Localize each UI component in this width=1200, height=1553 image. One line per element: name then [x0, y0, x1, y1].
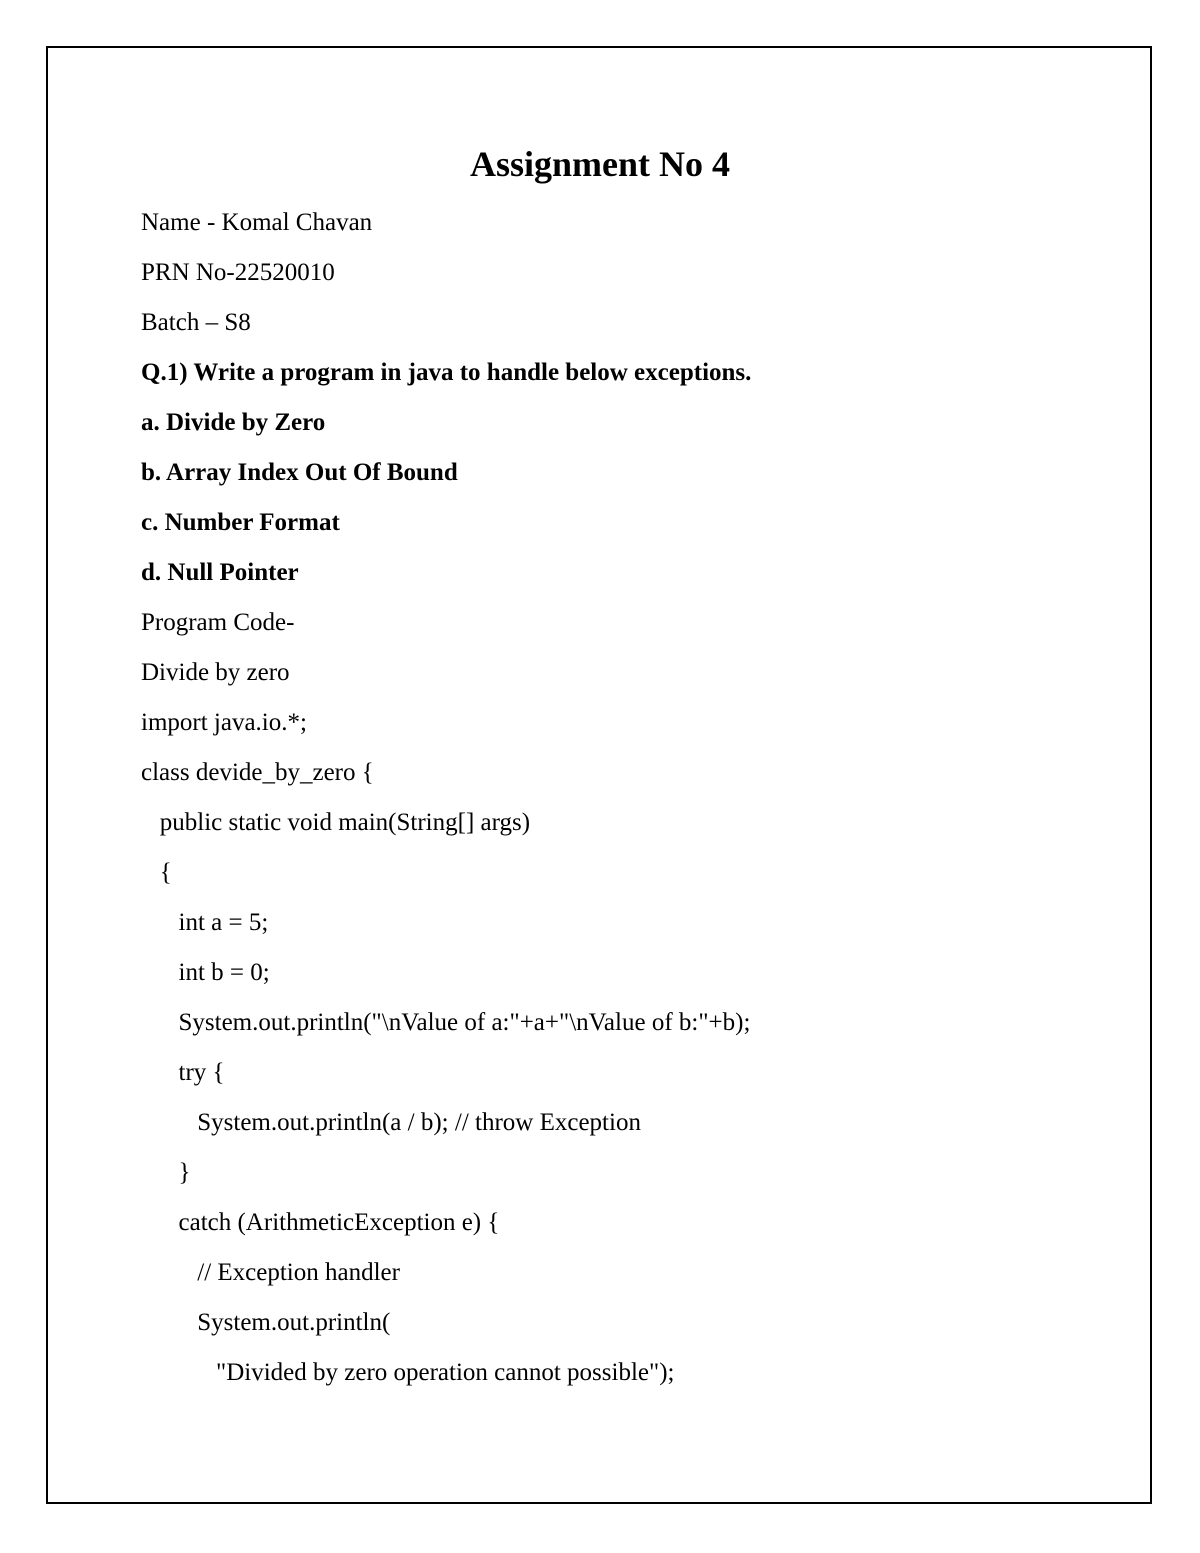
- code-line: int a = 5;: [141, 909, 269, 936]
- code-line: System.out.println(a / b); // throw Exception: [141, 1109, 641, 1136]
- document-body: [141, 205, 1121, 1405]
- student-batch: Batch – S8: [141, 309, 251, 336]
- code-line: int b = 0;: [141, 959, 270, 986]
- section-label: Divide by zero: [141, 659, 290, 686]
- code-line: System.out.println("\nValue of a:"+a+"\nValue of b:"+b);: [141, 1009, 751, 1036]
- student-name: Name - Komal Chavan: [141, 209, 373, 236]
- code-line: public static void main(String[] args): [141, 809, 531, 836]
- code-line: try {: [141, 1059, 225, 1086]
- code-line: // Exception handler: [141, 1259, 400, 1286]
- question-item-array-index: b. Array Index Out Of Bound: [141, 459, 458, 486]
- document-title: Assignment No 4: [469, 144, 730, 184]
- question-prompt: Q.1) Write a program in java to handle below exceptions.: [141, 359, 752, 386]
- code-line: System.out.println(: [141, 1309, 391, 1336]
- code-line: {: [141, 859, 172, 886]
- question-item-null-pointer: d. Null Pointer: [141, 559, 299, 586]
- code-line: class devide_by_zero {: [141, 759, 374, 786]
- question-item-divide-by-zero: a. Divide by Zero: [141, 409, 326, 436]
- question-item-number-format: c. Number Format: [141, 509, 340, 536]
- code-line: "Divided by zero operation cannot possible");: [141, 1359, 675, 1386]
- student-prn: PRN No-22520010: [141, 259, 335, 286]
- code-line: catch (ArithmeticException e) {: [141, 1209, 500, 1236]
- program-code-label: Program Code-: [141, 609, 295, 636]
- code-line: import java.io.*;: [141, 709, 307, 736]
- code-line: }: [141, 1159, 191, 1186]
